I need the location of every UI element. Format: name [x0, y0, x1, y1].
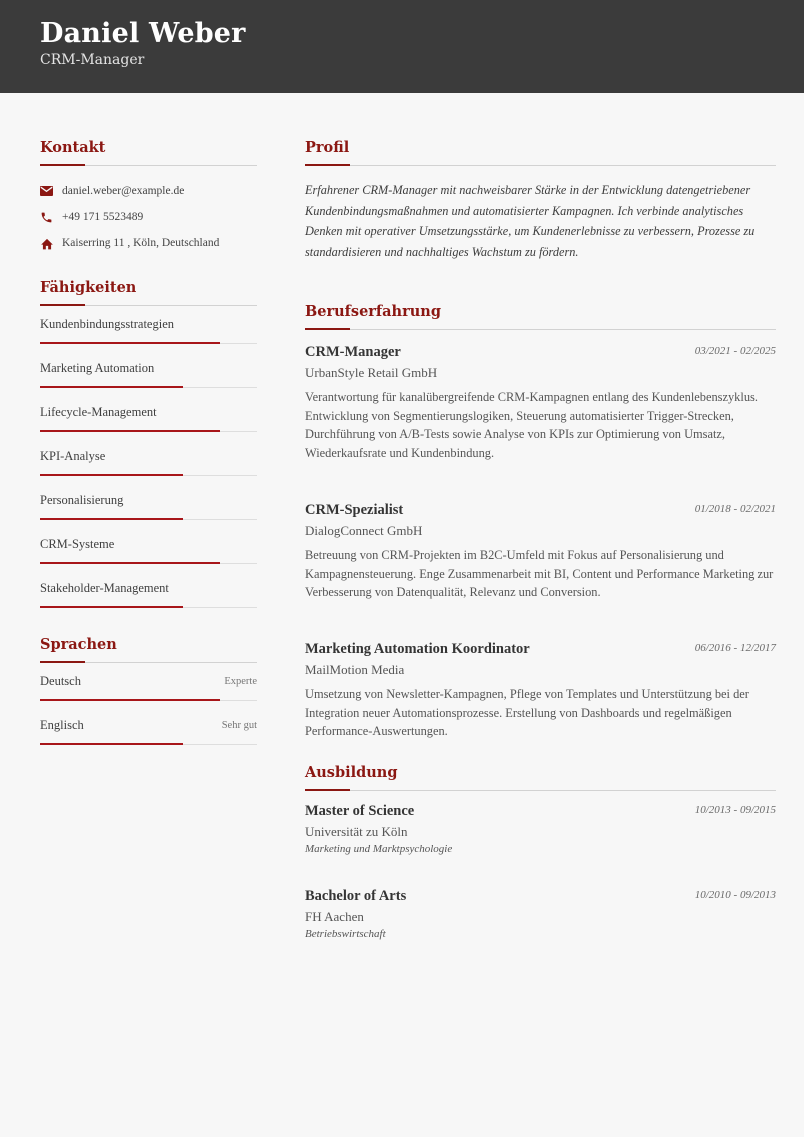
degree-title: Bachelor of Arts [305, 888, 407, 904]
language-level: Experte [224, 676, 257, 687]
profile-text: Erfahrener CRM-Manager mit nachweisbarer Stärke in der Entwicklung datengetriebener Kundenbindungsmaßnahmen und automatisierter Kampagnen. Ich verbinde analytisches Denken mit operativer Umsetzungsstärke, um Kundenerlebnisse zu verbessern, Prozesse zu standardisieren und nachhaltiges Wachstum zu fördern. [305, 183, 755, 259]
languages-title: Sprachen [40, 636, 117, 653]
skills-list [40, 306, 257, 614]
section-rule [305, 789, 776, 791]
language-label: Englisch [40, 718, 84, 732]
skill-bar-fill [40, 342, 220, 344]
job-description: Betreuung von CRM-Projekten im B2C-Umfeld mit Fokus auf Personalisierung und Kampagnensteuerung. Enge Zusammenarbeit mit BI, Content und Performance Marketing zur Verbesserung von Datenqualität, Relevanz und Conversion. [305, 548, 774, 600]
experience-title: Berufserfahrung [305, 303, 441, 320]
phone-icon [40, 211, 62, 224]
section-rule [40, 164, 257, 166]
skill-bar-fill [40, 386, 183, 388]
contact-phone[interactable] [40, 204, 257, 230]
contact-section [40, 139, 257, 256]
skills-section [40, 279, 257, 614]
skill-item [40, 350, 257, 394]
education-item [305, 802, 776, 855]
skill-item [40, 482, 257, 526]
job-description: Umsetzung von Newsletter-Kampagnen, Pflege von Templates und Unterstützung bei der Integration neuer Automationsprozesse. Erstellung von Dashboards und regelmäßigen Performance-Auswertungen. [305, 687, 749, 739]
experience-item [305, 640, 776, 741]
experience-item [305, 501, 776, 602]
contact-address [40, 230, 257, 256]
skill-label: KPI-Analyse [40, 449, 106, 463]
language-item [40, 707, 257, 751]
skill-label: Lifecycle-Management [40, 405, 157, 419]
language-bar-fill [40, 699, 220, 701]
skill-label: Marketing Automation [40, 361, 155, 375]
contact-email-text: daniel.weber@example.de [62, 185, 185, 197]
skill-bar-fill [40, 474, 183, 476]
degree-school: FH Aachen [305, 909, 364, 924]
job-dates: 01/2018 - 02/2021 [694, 503, 776, 515]
skill-item [40, 526, 257, 570]
language-level: Sehr gut [221, 720, 257, 731]
job-company: MailMotion Media [305, 662, 405, 677]
languages-section [40, 636, 257, 751]
degree-field: Betriebswirtschaft [305, 928, 386, 940]
job-company: DialogConnect GmbH [305, 523, 423, 538]
job-dates: 03/2021 - 02/2025 [694, 345, 776, 357]
mail-icon [40, 186, 62, 196]
contact-phone-text: +49 171 5523489 [62, 211, 144, 223]
language-label: Deutsch [40, 674, 81, 688]
languages-list [40, 663, 257, 751]
contact-title: Kontakt [40, 139, 106, 156]
section-rule [305, 328, 776, 330]
skill-label: Personalisierung [40, 493, 124, 507]
profile-title: Profil [305, 139, 350, 156]
degree-field: Marketing und Marktpsychologie [305, 843, 453, 855]
education-item [305, 887, 776, 940]
job-company: UrbanStyle Retail GmbH [305, 365, 438, 380]
skill-bar-fill [40, 606, 183, 608]
skill-item [40, 394, 257, 438]
degree-dates: 10/2010 - 09/2013 [694, 889, 776, 901]
person-role: CRM-Manager [40, 52, 145, 68]
profile-section [305, 139, 776, 262]
education-title: Ausbildung [305, 764, 398, 781]
degree-title: Master of Science [305, 803, 415, 819]
skill-bar-fill [40, 562, 220, 564]
skill-item [40, 570, 257, 614]
job-title: Marketing Automation Koordinator [305, 641, 530, 657]
section-rule [305, 164, 776, 166]
skill-label: Stakeholder-Management [40, 581, 169, 595]
experience-item [305, 343, 776, 462]
resume-header [0, 0, 804, 93]
job-dates: 06/2016 - 12/2017 [694, 642, 776, 654]
skill-item [40, 306, 257, 350]
contact-address-text: Kaiserring 11 , Köln, Deutschland [62, 237, 220, 249]
education-section [305, 764, 776, 940]
degree-dates: 10/2013 - 09/2015 [694, 804, 776, 816]
contact-email[interactable] [40, 178, 257, 204]
skill-item [40, 438, 257, 482]
degree-school: Universität zu Köln [305, 824, 408, 839]
job-title: CRM-Manager [305, 344, 401, 360]
job-description: Verantwortung für kanalübergreifende CRM-Kampagnen entlang des Kundenlebenszyklus. Entwicklung von Segmentierungslogiken, Steuerung automatisierter Trigger-Strecken, Durchführung von A/B-Tests sowie Analyse von KPIs zur Optimierung von Umsatz, Wiederkaufsrate und Kundenbindung. [305, 390, 758, 460]
experience-section [305, 303, 776, 739]
skill-bar-fill [40, 518, 183, 520]
skills-title: Fähigkeiten [40, 279, 137, 296]
skill-bar-fill [40, 430, 220, 432]
job-title: CRM-Spezialist [305, 502, 404, 518]
home-icon [40, 237, 62, 250]
language-item [40, 663, 257, 707]
skill-label: CRM-Systeme [40, 537, 115, 551]
person-name: Daniel Weber [40, 18, 246, 49]
skill-label: Kundenbindungsstrategien [40, 317, 175, 331]
language-bar-fill [40, 743, 183, 745]
